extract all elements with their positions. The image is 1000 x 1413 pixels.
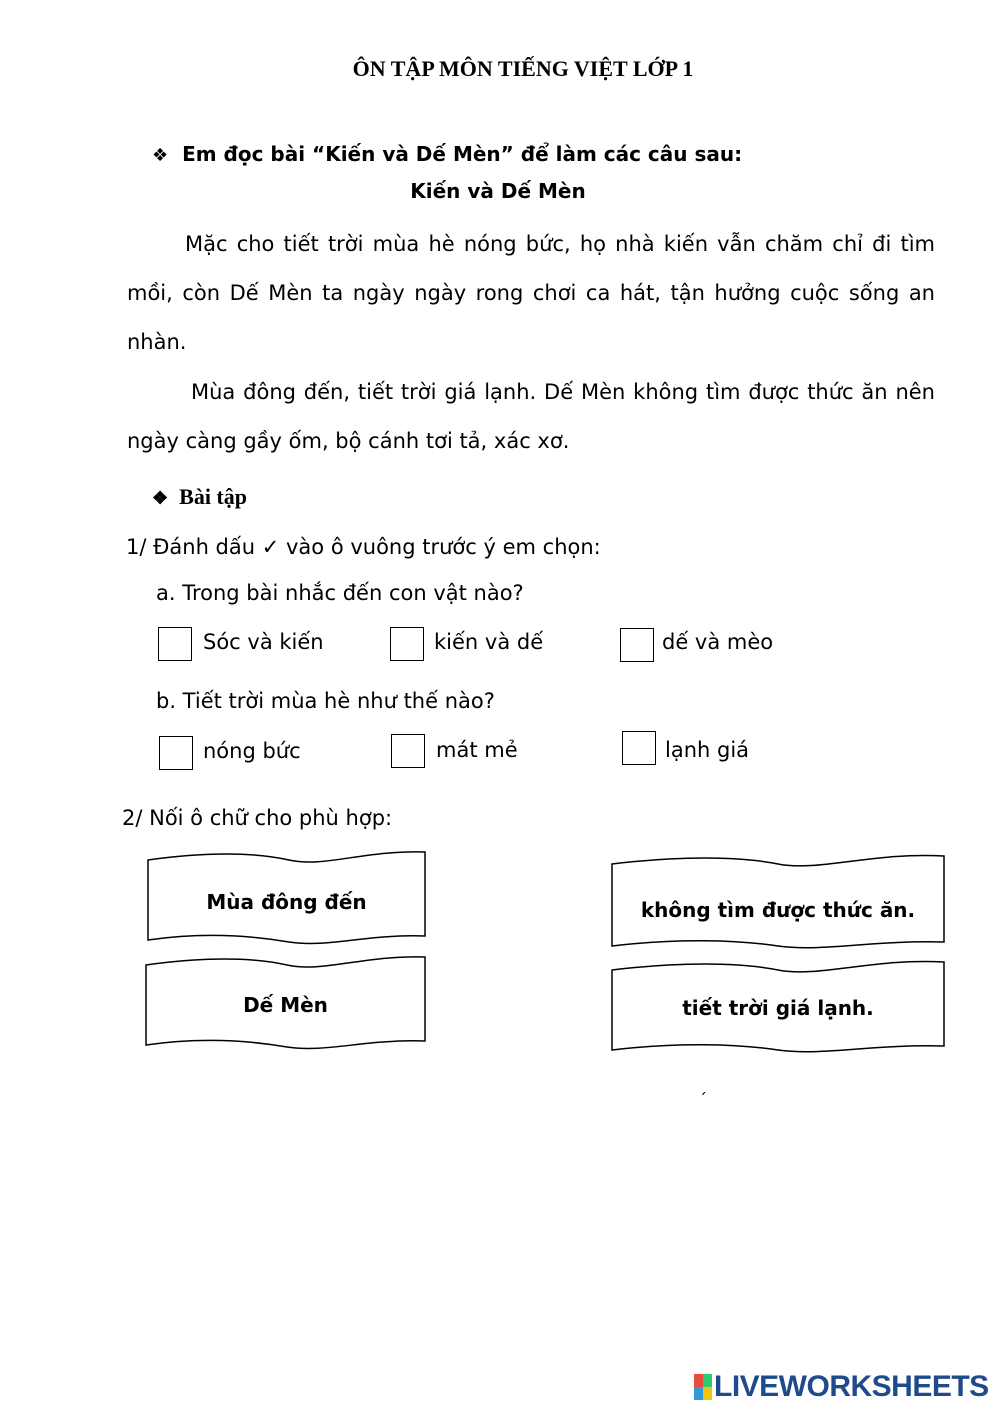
option-1b-3-label: lạnh giá: [665, 738, 750, 762]
exercises-heading-text: Bài tập: [179, 484, 247, 509]
match-right-label-2: tiết trời giá lạnh.: [682, 996, 874, 1020]
match-left-label-1: Mùa đông đến: [206, 890, 367, 914]
liveworksheets-logo: [694, 1372, 989, 1402]
stray-accent-mark: ´: [699, 1090, 707, 1109]
diamond-bullet-icon: ❖: [152, 488, 169, 508]
question-2-prompt: 2/ Nối ô chữ cho phù hợp:: [122, 806, 393, 830]
story-title: Kiến và Dế Mèn: [410, 179, 586, 203]
match-right-label-1: không tìm được thức ăn.: [640, 898, 916, 922]
option-1a-1-label: Sóc và kiến: [203, 630, 324, 654]
checkbox-1a-option-2[interactable]: [390, 627, 424, 661]
story-paragraph-1: Mặc cho tiết trời mùa hè nóng bức, họ nhà kiến vẫn chăm chỉ đi tìm mồi, còn Dế Mèn ta ngày ngày rong chơi ca hát, tận hưởng cuộc sống an nhàn.: [127, 232, 935, 354]
question-1b: b. Tiết trời mùa hè như thế nào?: [156, 689, 495, 713]
question-1-prompt: 1/ Đánh dấu ✓ vào ô vuông trước ý em chọn:: [126, 535, 601, 559]
liveworksheets-logo-text: LIVEWORKSHEETS: [714, 1370, 989, 1403]
page-title: ÔN TẬP MÔN TIẾNG VIỆT LỚP 1: [352, 56, 694, 81]
reading-instruction: [152, 142, 742, 166]
match-right-box-2[interactable]: [608, 958, 948, 1058]
diamond-bullet-icon: ❖: [152, 145, 169, 166]
liveworksheets-logo-icon: [694, 1374, 712, 1400]
option-1b-2-label: mát mẻ: [436, 738, 518, 762]
story-paragraph-2: Mùa đông đến, tiết trời giá lạnh. Dế Mèn không tìm được thức ăn nên ngày càng gầy ốm, bộ cánh tơi tả, xác xơ.: [127, 380, 935, 453]
option-1a-2-label: kiến và dế: [434, 630, 544, 654]
match-right-box-1[interactable]: [608, 850, 948, 954]
reading-instruction-text: Em đọc bài “Kiến và Dế Mèn” để làm các câu sau:: [182, 142, 743, 166]
checkbox-1b-option-1[interactable]: [159, 736, 193, 770]
checkbox-1a-option-3[interactable]: [620, 628, 654, 662]
question-1a: a. Trong bài nhắc đến con vật nào?: [156, 581, 524, 605]
checkbox-1b-option-2[interactable]: [391, 734, 425, 768]
checkbox-1a-option-1[interactable]: [158, 627, 192, 661]
match-left-box-2[interactable]: [142, 955, 429, 1055]
match-left-box-1[interactable]: [144, 848, 429, 950]
option-1a-3-label: dế và mèo: [662, 630, 774, 654]
match-left-label-2: Dế Mèn: [243, 993, 328, 1017]
checkbox-1b-option-3[interactable]: [622, 731, 656, 765]
exercises-heading: [152, 484, 247, 510]
option-1b-1-label: nóng bức: [203, 739, 301, 763]
